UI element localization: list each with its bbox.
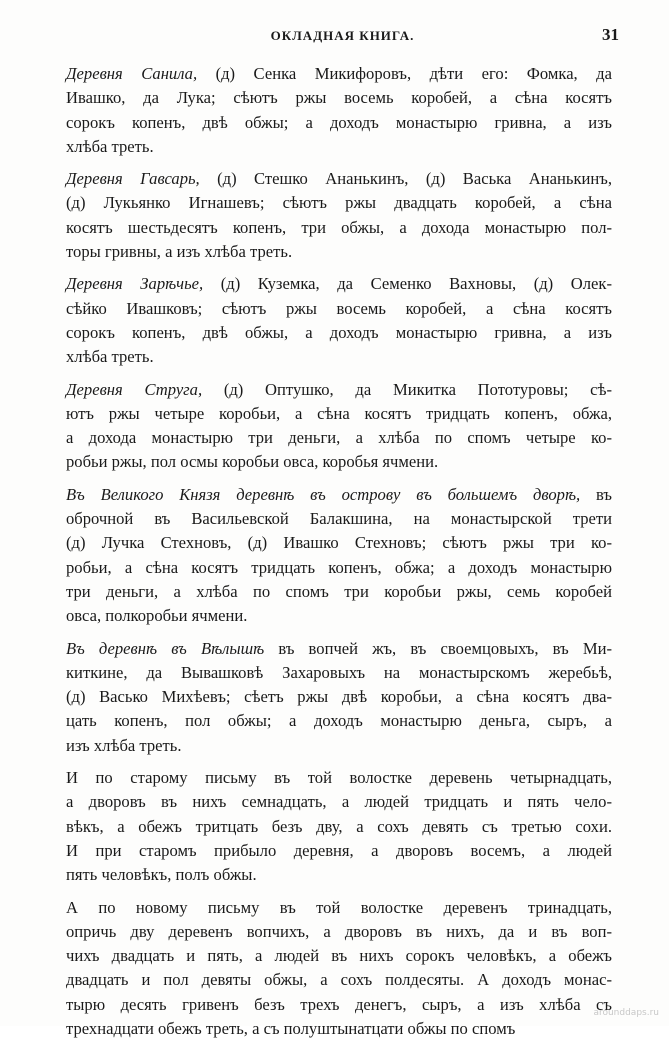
text-line — [66, 378, 612, 402]
line-text: робьи ржы, пол осмы коробьи овса, коробья ячмени. — [66, 452, 439, 472]
text-line — [66, 839, 612, 863]
text-line — [66, 685, 612, 709]
line-text: въ — [580, 484, 613, 504]
place-heading: Въ Великого Князя деревнѣ въ острову въ большемъ дворѣ, — [66, 484, 581, 504]
text-line — [66, 920, 612, 944]
line-text: хлѣба треть. — [66, 136, 154, 156]
text-line — [66, 402, 612, 426]
line-text: И при старомъ прибыло деревня, а дворовъ восемъ, а людей — [66, 840, 612, 860]
line-text: ютъ ржы четыре коробьи, а сѣна косятъ тридцать копенъ, обжа, — [66, 403, 612, 423]
line-text: сѣйко Ивашковъ; сѣютъ ржы восемь коробей, а сѣна косятъ — [66, 298, 612, 318]
page-number: 31 — [602, 25, 619, 44]
text-line — [66, 896, 612, 920]
text-line — [66, 450, 612, 474]
line-text: изъ хлѣба треть. — [66, 735, 182, 755]
line-text: цать копенъ, пол обжы; а доходъ монастырю деньга, сыръ, а — [66, 711, 612, 731]
text-line — [66, 111, 612, 135]
text-line — [66, 580, 612, 604]
line-text: трехнадцати обежъ треть, а съ полуштынатцати обжы по спомъ — [66, 1018, 516, 1038]
line-text: въ вопчей жъ, въ своемцовыхъ, въ Ми- — [264, 638, 612, 658]
line-text: торы гривны, а изъ хлѣба треть. — [66, 242, 293, 262]
line-text: а дохода монастырю три деньги, а хлѣба по спомъ четыре ко- — [66, 428, 612, 448]
watermark: arounddaps.ru — [593, 1008, 659, 1018]
running-title: ОКЛАДНАЯ КНИГА. — [270, 28, 415, 43]
line-text: вѣкъ, а обежъ тритцать безъ дву, а сохъ девять съ третью сохи. — [66, 816, 612, 836]
text-line — [66, 734, 612, 758]
line-text: И по старому письму въ той волостке деревень четырнадцать, — [66, 768, 612, 788]
paragraph — [66, 637, 612, 758]
text-line — [66, 135, 612, 159]
line-text: три деньги, а хлѣба по спомъ три коробьи ржы, семь коробей — [66, 581, 612, 601]
line-text: (д) Стешко Ананькинъ, (д) Васька Ананькинъ, — [199, 169, 612, 189]
line-text: хлѣба треть. — [66, 347, 154, 367]
paragraph — [66, 62, 612, 159]
place-heading: Деревня Санила, — [66, 64, 198, 83]
text-line — [66, 167, 612, 191]
text-line — [66, 62, 612, 86]
text-line — [66, 661, 612, 685]
text-line — [66, 815, 612, 839]
text-line — [66, 531, 612, 555]
line-text: (д) Оптушко, да Микитка Пототуровы; сѣ- — [202, 379, 612, 399]
text-line — [66, 507, 612, 531]
text-line — [66, 272, 612, 296]
line-text: чихъ двадцать и пять, а людей въ нихъ сорокъ человѣкъ, а обежъ — [66, 946, 612, 966]
line-text: а дворовъ въ нихъ семнадцать, а людей тридцать и пять чело- — [66, 792, 612, 812]
line-text: робьи, а сѣна косятъ тридцать копенъ, обжа; а доходъ монастырю — [66, 557, 612, 577]
paragraph — [66, 378, 612, 475]
body-text — [66, 62, 612, 1049]
line-text: (д) Куземка, да Семенко Вахновы, (д) Олек- — [203, 274, 612, 294]
place-heading: Въ деревнѣ въ Вѣлышѣ — [66, 638, 265, 658]
text-line — [66, 483, 612, 507]
text-line — [66, 1017, 612, 1041]
running-header — [66, 24, 619, 48]
text-line — [66, 556, 612, 580]
text-line — [66, 216, 612, 240]
text-line — [66, 637, 612, 661]
paragraph — [66, 896, 612, 1042]
text-line — [66, 86, 612, 110]
text-line — [66, 297, 612, 321]
text-line — [66, 709, 612, 733]
text-line — [66, 968, 612, 992]
text-line — [66, 993, 612, 1017]
text-line — [66, 766, 612, 790]
line-text: пять человѣкъ, полъ обжы. — [66, 865, 257, 885]
paragraph — [66, 272, 612, 369]
line-text: киткине, да Вывашковѣ Захаровыхъ на монастырскомъ жеребьѣ, — [66, 662, 612, 682]
line-text: (д) Лукьянко Игнашевъ; сѣютъ ржы двадцать коробей, а сѣна — [66, 193, 612, 213]
text-line — [66, 240, 612, 264]
text-line — [66, 191, 612, 215]
line-text: сорокъ копенъ, двѣ обжы; а доходъ монастырю гривна, а изъ — [66, 112, 612, 132]
place-heading: Деревня Гавсарь, — [66, 169, 200, 189]
line-text: косятъ шестьдесятъ копенъ, три обжы, а дохода монастырю пол- — [66, 217, 612, 237]
line-text: оброчной въ Васильевской Балакшина, на монастырской трети — [66, 509, 612, 529]
line-text: Ивашко, да Лука; сѣютъ ржы восемь коробей, а сѣна косятъ — [66, 88, 612, 108]
line-text: тырю десять гривенъ безъ трехъ денегъ, сыръ, а изъ хлѣба съ — [66, 994, 612, 1014]
line-text: сорокъ копенъ, двѣ обжы, а доходъ монастырю гривна, а изъ — [66, 322, 612, 342]
line-text: (д) Сенка Микифоровъ, дѣти его: Фомка, да — [197, 64, 612, 83]
line-text: (д) Лучка Стехновъ, (д) Ивашко Стехновъ; сѣютъ ржы три ко- — [66, 533, 612, 553]
paragraph — [66, 766, 612, 887]
text-line — [66, 944, 612, 968]
text-line — [66, 426, 612, 450]
text-line — [66, 321, 612, 345]
text-line — [66, 604, 612, 628]
text-line — [66, 790, 612, 814]
line-text: двадцать и пол девяты обжы, а сохъ полдесяты. А доходъ монас- — [66, 970, 612, 990]
line-text: А по новому письму въ той волостке деревенъ тринадцать, — [66, 897, 612, 917]
line-text: (д) Васько Михѣевъ; сѣетъ ржы двѣ коробьи, а сѣна косятъ два- — [66, 687, 612, 707]
text-line — [66, 345, 612, 369]
place-heading: Деревня Зарѣчье, — [66, 274, 204, 294]
line-text: овса, полкоробьи ячмени. — [66, 606, 248, 626]
paragraph — [66, 483, 612, 629]
line-text: опричь дву деревенъ вопчихъ, а дворовъ въ нихъ, да и въ воп- — [66, 921, 612, 941]
place-heading: Деревня Струга, — [66, 379, 203, 399]
paragraph — [66, 167, 612, 264]
text-line — [66, 863, 612, 887]
